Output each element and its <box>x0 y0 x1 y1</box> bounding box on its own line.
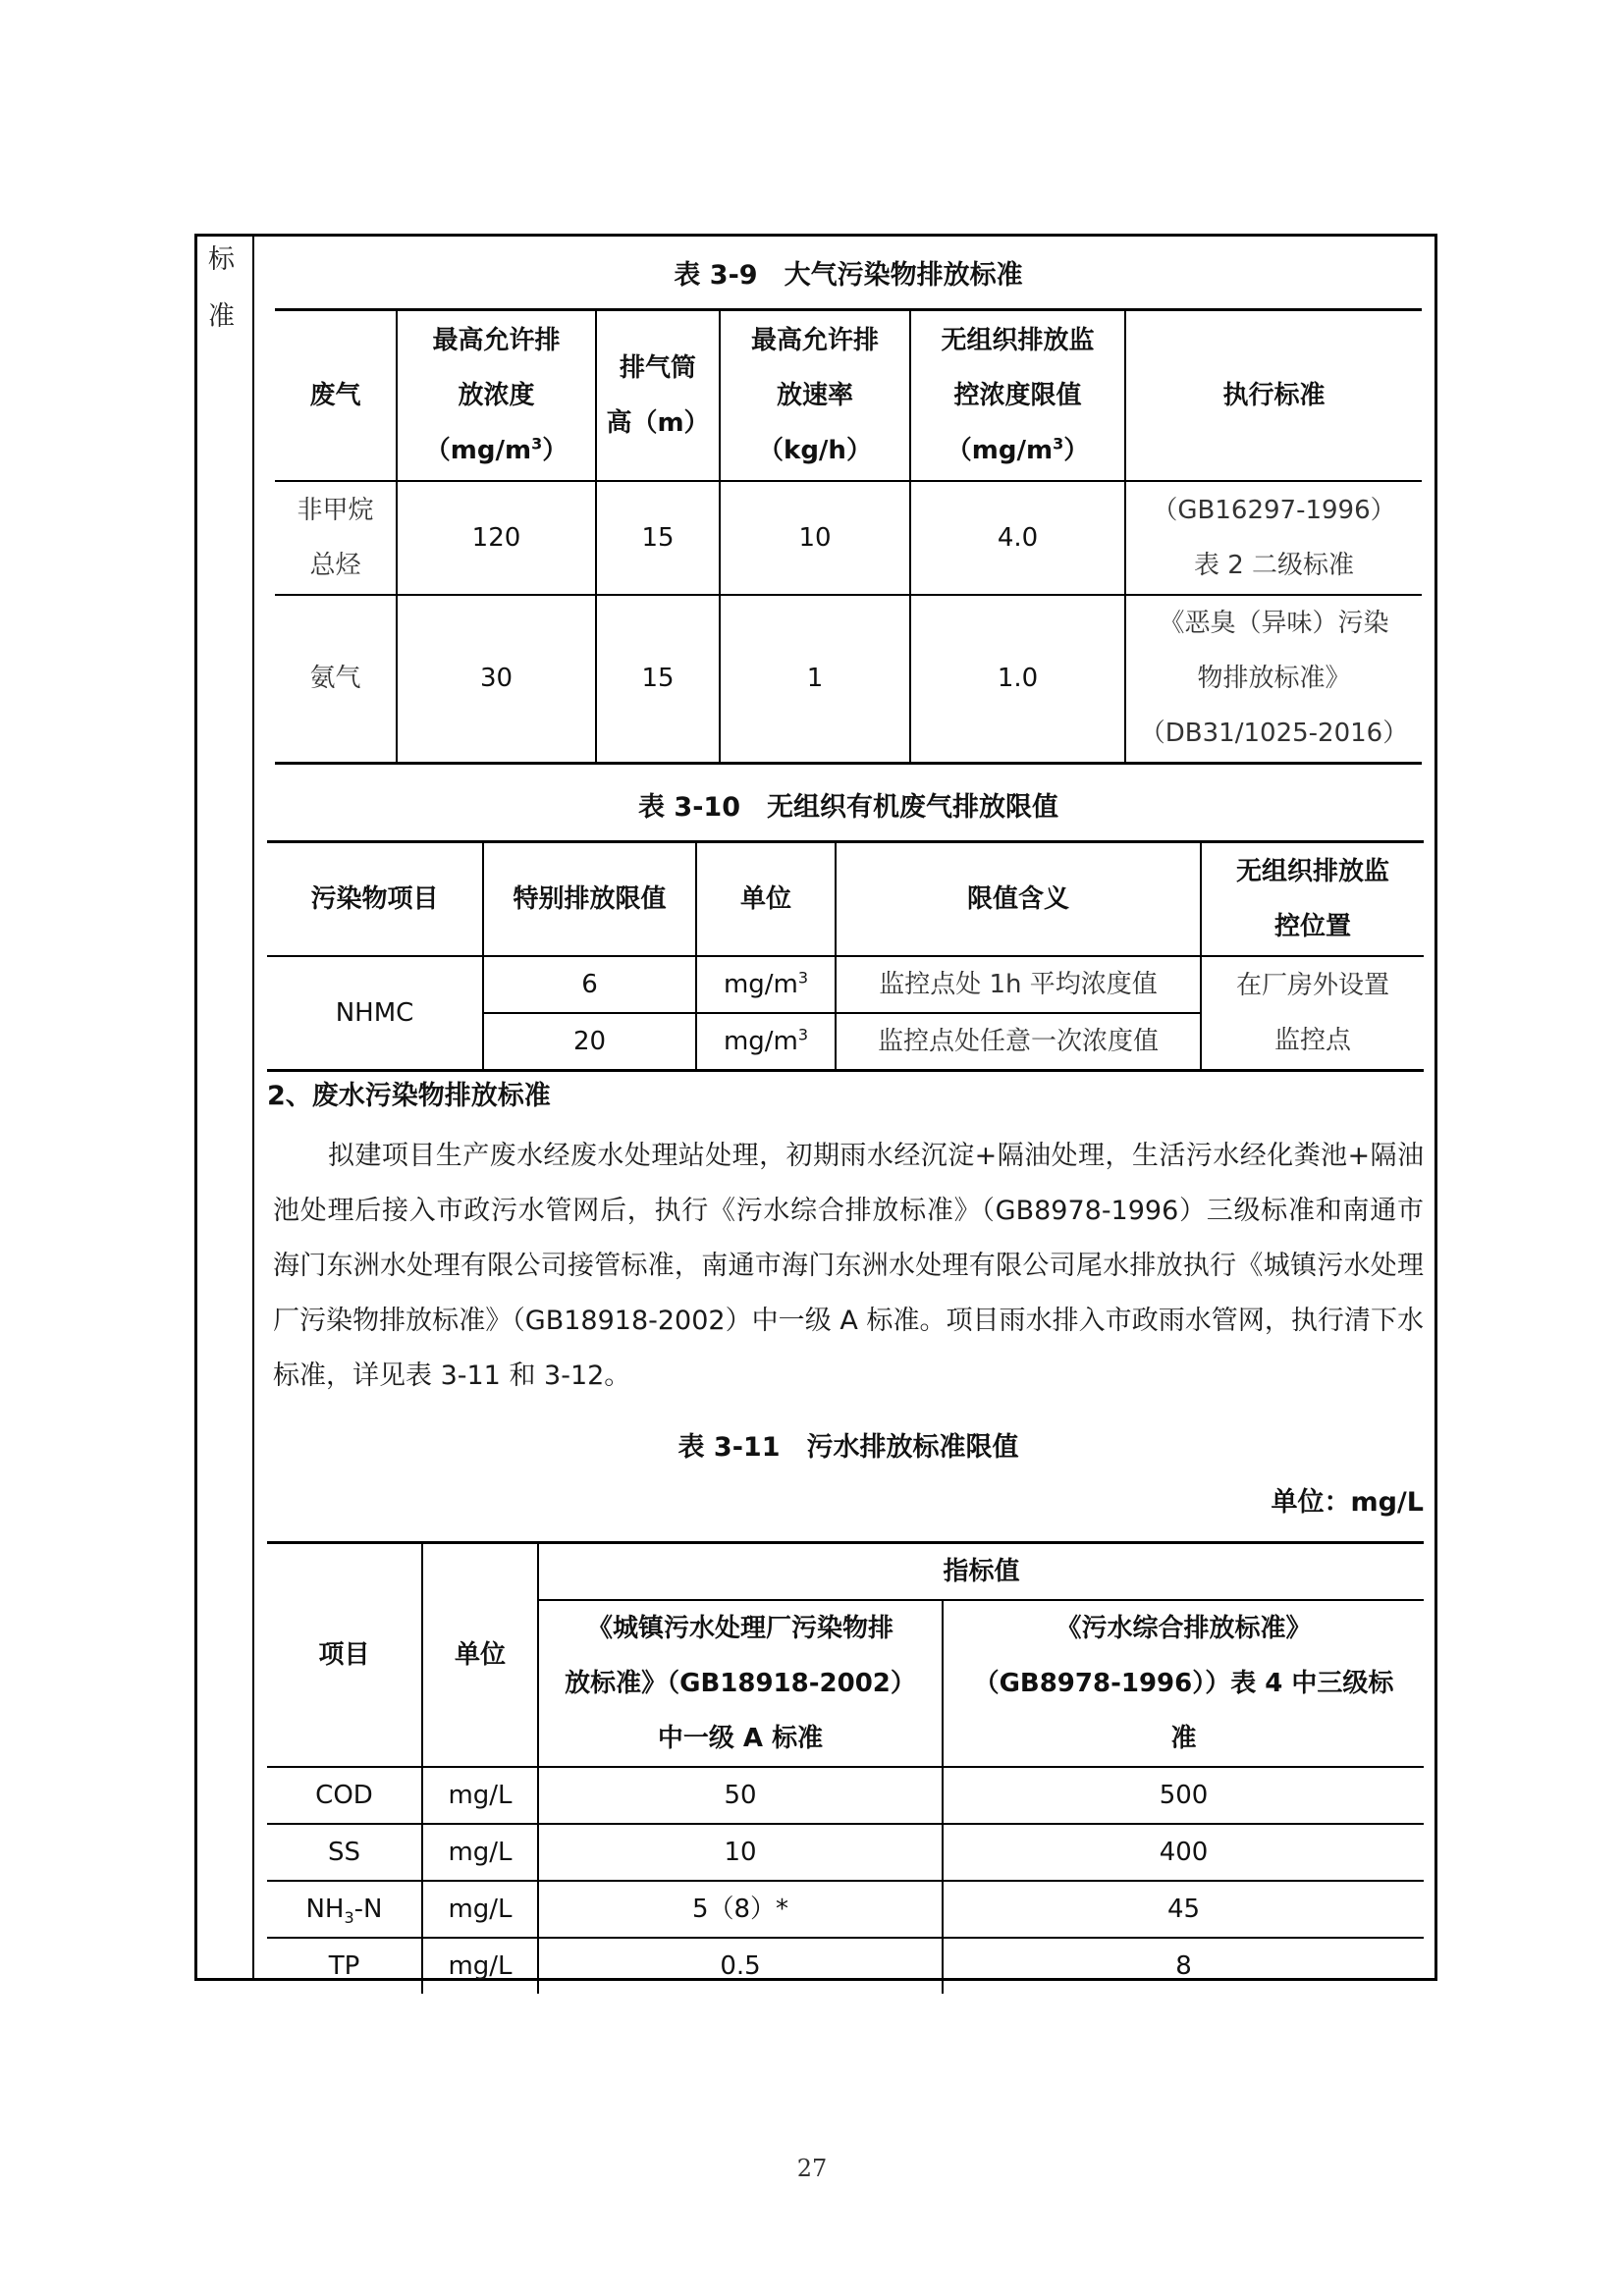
table-row: TP mg/L 0.5 8 <box>267 1938 1424 1994</box>
table-row: 非甲烷 总烃 120 15 10 4.0 （GB16297-1996） 表 2 二级标准 <box>275 481 1422 595</box>
unit-note: 单位：mg/L <box>1271 1487 1424 1518</box>
th-max-rate: 最高允许排 放速率 （kg/h） <box>720 310 910 481</box>
th-gb8978: 《污水综合排放标准》 （GB8978-1996））表 4 中三级标 准 <box>943 1600 1424 1767</box>
sidebar-divider <box>252 234 254 1981</box>
section-title: 2、废水污染物排放标准 <box>267 1081 551 1111</box>
th-unit: 单位 <box>422 1543 538 1768</box>
side-label-1: 标 <box>208 244 235 275</box>
table-3-11-caption: 表 3-11 污水排放标准限值 <box>677 1432 1019 1463</box>
side-label-2: 准 <box>208 301 235 332</box>
th-meaning: 限值含义 <box>836 842 1201 956</box>
table-3-9 <box>275 308 1422 765</box>
position-cell: 在厂房外设置 监控点 <box>1201 956 1424 1071</box>
table-row: SS mg/L 10 400 <box>267 1824 1424 1881</box>
th-gb18918: 《城镇污水处理厂污染物排 放标准》（GB18918-2002） 中一级 A 标准 <box>538 1600 943 1767</box>
table-3-9-caption: 表 3-9 大气污染物排放标准 <box>674 260 1023 291</box>
th-pollutant: 污染物项目 <box>267 842 483 956</box>
th-unit: 单位 <box>696 842 836 956</box>
table-3-10 <box>267 840 1424 1072</box>
th-fugitive-limit: 无组织排放监 控浓度限值 $(mg/m^3)$ <box>910 310 1125 481</box>
table-row: COD mg/L 50 500 <box>267 1767 1424 1824</box>
th-stack-height: 排气筒 高（m） <box>596 310 720 481</box>
th-monitor-position: 无组织排放监 控位置 <box>1201 842 1424 956</box>
max-conc-unit: $(mg/m^3)$ <box>424 434 568 465</box>
th-standard: 执行标准 <box>1125 310 1422 481</box>
table-3-10-caption: 表 3-10 无组织有机废气排放限值 <box>638 792 1058 823</box>
section-paragraph: 拟建项目生产废水经废水处理站处理，初期雨水经沉淀+隔油处理，生活污水经化粪池+隔油池处理后接入市政污水管网后，执行《污水综合排放标准》（GB8978-1996）三级标准和南通市海门东洲水处理有限公司接管标准，南通市海门东洲水处理有限公司尾水排放执行《城镇污水处理厂污染物排放标准》（GB18918-2002）中一级 A 标准。项目雨水排入市政雨水管网，执行清下水标准，详见表 3-11 和 3-12。 <box>273 1141 1424 1391</box>
th-indicator-value: 指标值 <box>538 1543 1424 1601</box>
th-max-conc: 最高允许排 放浓度 $(mg/m^3)$ <box>397 310 596 481</box>
th-special-limit: 特别排放限值 <box>483 842 696 956</box>
th-gas: 废气 <box>275 310 397 481</box>
pollutant-cell: NHMC <box>267 956 483 1071</box>
table-row: 20 $mg/m^3$ 监控点处任意一次浓度值 <box>267 1013 1424 1071</box>
table-row: $NH_3-N$ mg/L 5（8）* 45 <box>267 1881 1424 1938</box>
table-row: NHMC 6 $mg/m^3$ 监控点处 1h 平均浓度值 在厂房外设置 监控点 <box>267 956 1424 1013</box>
th-item: 项目 <box>267 1543 422 1768</box>
table-3-11 <box>267 1541 1424 1994</box>
page-number: 27 <box>796 2155 828 2182</box>
table-row: 氨气 30 15 1 1.0 《恶臭（异味）污染 物排放标准》 （DB31/1025-2016） <box>275 595 1422 764</box>
